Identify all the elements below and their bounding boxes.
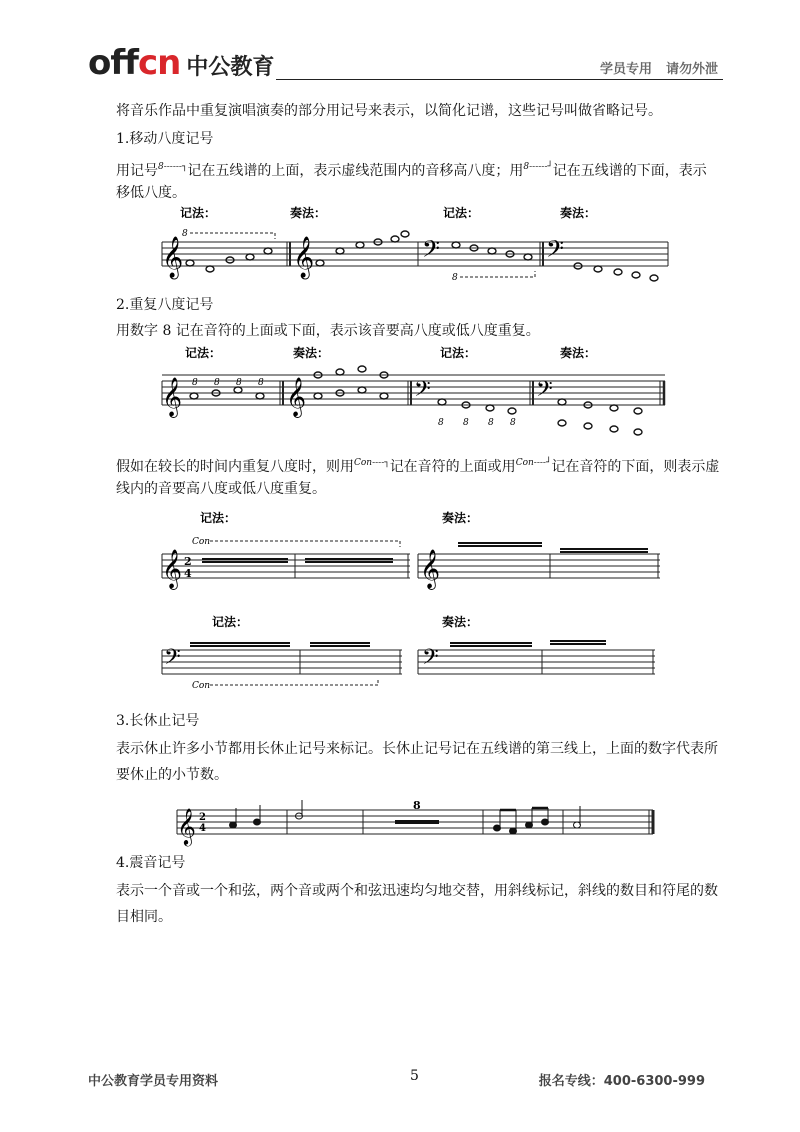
logo-text: 中公教育: [186, 55, 275, 80]
treble-clef-icon: 𝄞: [162, 549, 183, 589]
label-write: 记法：: [440, 346, 477, 360]
treble-clef-icon: 𝄞: [177, 807, 196, 845]
octave-number: 8: [236, 378, 242, 388]
con-mark: Con: [192, 681, 211, 691]
logo: [88, 43, 275, 83]
header-notice: [586, 58, 718, 77]
treble-clef-icon: 𝄞: [293, 237, 315, 278]
page-number: 5: [410, 1068, 419, 1084]
section-1-title: 1.移动八度记号: [116, 131, 214, 147]
footer-hotline: 报名专线：400-6300-999: [538, 1074, 705, 1089]
music-example-5: [175, 800, 665, 845]
sixteenth-notes: [190, 640, 606, 647]
s2b-text-a: 假如在较长的时间内重复八度时，则用: [116, 459, 354, 475]
octave-number: 8: [452, 273, 458, 283]
treble-clef-icon: 𝄞: [162, 377, 183, 417]
label-play: 奏法：: [293, 346, 330, 360]
octave-number: 8: [182, 229, 188, 239]
treble-clef-icon: 𝄞: [162, 237, 184, 278]
section-3-line-1: 表示休止许多小节都用长休止记号来标记。长休止记号记在五线谱的第三线上，上面的数字代表所: [116, 741, 718, 757]
s1-text-b: 记在五线谱的上面，表示虚线范围内的音移高八度；用: [187, 163, 524, 179]
octave-up-mark: 8------┐: [158, 162, 188, 172]
bass-clef-icon: 𝄢: [414, 377, 431, 407]
time-sig-bottom: 4: [199, 823, 206, 834]
section-1-line-2: 移低八度。: [116, 185, 186, 201]
intro-paragraph: 将音乐作品中重复演唱演奏的部分用记号来表示，以简化记谱，这些记号叫做省略记号。: [116, 103, 662, 119]
label-play: 奏法：: [290, 206, 327, 220]
octave-number: 8: [214, 378, 220, 388]
treble-clef-icon: 𝄞: [420, 549, 441, 589]
con-down-mark: Con----┘: [515, 458, 552, 468]
bass-clef-icon: 𝄢: [536, 377, 553, 407]
section-2b-line-2: 线内的音要高八度或低八度重复。: [116, 481, 326, 497]
logo-latin-a: off: [88, 43, 138, 83]
music-example-2: [160, 345, 680, 440]
octave-number: 8: [463, 418, 469, 428]
label-play: 奏法：: [560, 206, 597, 220]
section-1-line-1: [116, 154, 707, 184]
label-write: 记法：: [443, 206, 480, 220]
octave-bracket: [190, 233, 275, 239]
label-play: 奏法：: [442, 511, 479, 525]
bass-clef-icon: 𝄢: [164, 645, 181, 675]
label-play: 奏法：: [560, 346, 597, 360]
header-notice-2: 请勿外泄: [665, 62, 718, 77]
octave-number: 8: [258, 378, 264, 388]
con-bracket: [210, 679, 378, 685]
s1-text-a: 用记号: [116, 163, 158, 179]
con-up-mark: Con----┐: [354, 458, 390, 468]
time-sig-top: 2: [199, 812, 206, 823]
music-example-3: [160, 508, 680, 588]
music-example-1: [160, 205, 680, 285]
label-write: 记法：: [200, 511, 237, 525]
treble-clef-icon: 𝄞: [286, 377, 307, 417]
section-2-title: 2.重复八度记号: [116, 297, 214, 313]
bass-clef-icon: 𝄢: [422, 645, 439, 675]
rest-count: 8: [413, 799, 421, 812]
bass-clef-icon: 𝄢: [422, 235, 441, 268]
header-notice-1: 学员专用: [599, 62, 652, 77]
octave-bracket: [460, 271, 535, 277]
section-4-line-1: 表示一个音或一个和弦，两个音或两个和弦迅速均匀地交替，用斜线标记，斜线的数目和符尾的数: [116, 883, 718, 899]
logo-latin-b: cn: [137, 43, 181, 83]
octave-number: 8: [488, 418, 494, 428]
label-write: 记法：: [180, 206, 217, 220]
con-bracket: [210, 541, 400, 547]
bass-clef-icon: 𝄢: [546, 235, 565, 268]
octave-number: 8: [510, 418, 516, 428]
label-write: 记法：: [185, 346, 222, 360]
section-3-title: 3.长休止记号: [116, 713, 200, 729]
s2b-text-c: 记在音符的下面，则表示虚: [551, 459, 720, 475]
time-sig-bottom: 4: [184, 567, 192, 580]
octave-number: 8: [192, 378, 198, 388]
header-rule: [276, 79, 723, 80]
label-play: 奏法：: [442, 615, 479, 629]
long-rest-bar: [395, 820, 439, 824]
section-4-line-2: 目相同。: [116, 909, 172, 925]
s2b-text-b: 记在音符的上面或用: [389, 459, 516, 475]
music-example-4: [160, 612, 680, 697]
section-2-text: 用数字 8 记在音符的上面或下面，表示该音要高八度或低八度重复。: [116, 323, 540, 339]
footer-left: 中公教育学员专用资料: [88, 1074, 219, 1089]
label-write: 记法：: [212, 615, 249, 629]
section-4-title: 4.震音记号: [116, 855, 186, 871]
octave-number: 8: [438, 418, 444, 428]
octave-down-mark: 8------┘: [523, 162, 553, 172]
section-3-line-2: 要休止的小节数。: [116, 767, 228, 783]
s1-text-c: 记在五线谱的下面，表示: [552, 163, 707, 179]
time-sig-top: 2: [184, 555, 192, 568]
con-mark: Con: [192, 537, 211, 547]
